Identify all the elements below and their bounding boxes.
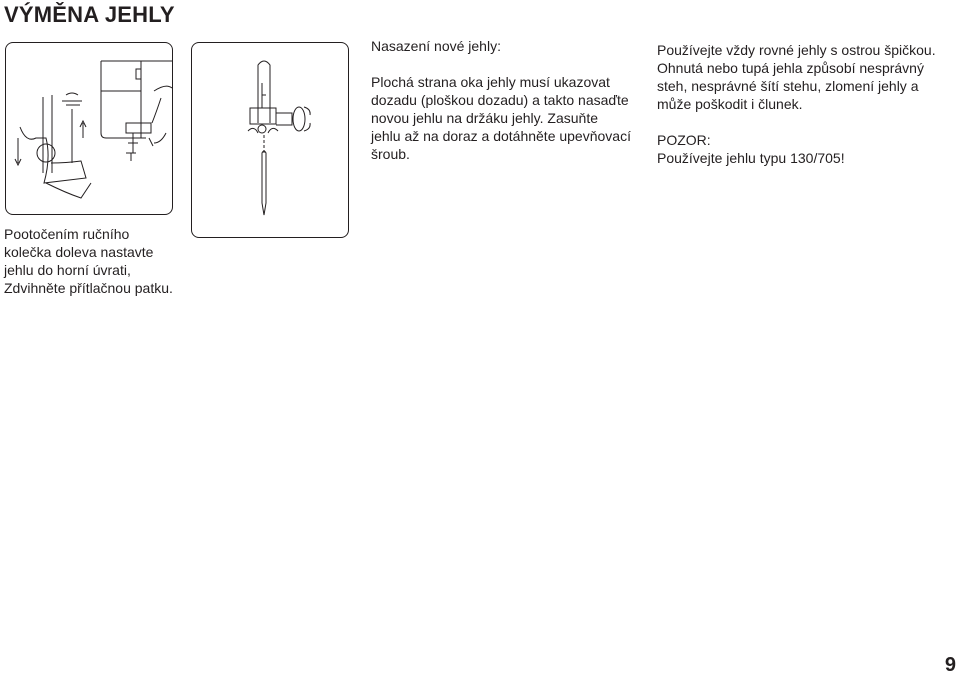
figure-presser-foot-illustration — [5, 42, 173, 215]
page-title: VÝMĚNA JEHLY — [4, 2, 175, 27]
figure-needle-clamp-illustration — [191, 42, 349, 238]
usage-text: Používejte vždy rovné jehly s ostrou špičkou. Ohnutá nebo tupá jehla způsobí nesprávný steh, nesprávné šítí stehu, zlomení jehly a může poškodit i člunek. — [657, 42, 936, 112]
warning-text: Používejte jehlu typu 130/705! — [657, 150, 845, 166]
warning-label: POZOR: — [657, 132, 711, 148]
section-heading: Nasazení nové jehly: — [371, 38, 501, 54]
needle-usage-section — [657, 41, 957, 167]
instructions-text: Plochá strana oka jehly musí ukazovat dozadu (ploškou dozadu) a takto nasaďte novou jehlu na držáku jehly. Zasuňte jehlu až na doraz a dotáhněte upevňovací šroub. — [371, 74, 631, 162]
needle-insertion-section — [371, 37, 641, 163]
figure-caption: Pootočením ručního kolečka doleva nastavte jehlu do horní úvrati, Zdvihněte přítlačnou patku. — [4, 226, 173, 296]
page-number: 9 — [944, 654, 956, 676]
